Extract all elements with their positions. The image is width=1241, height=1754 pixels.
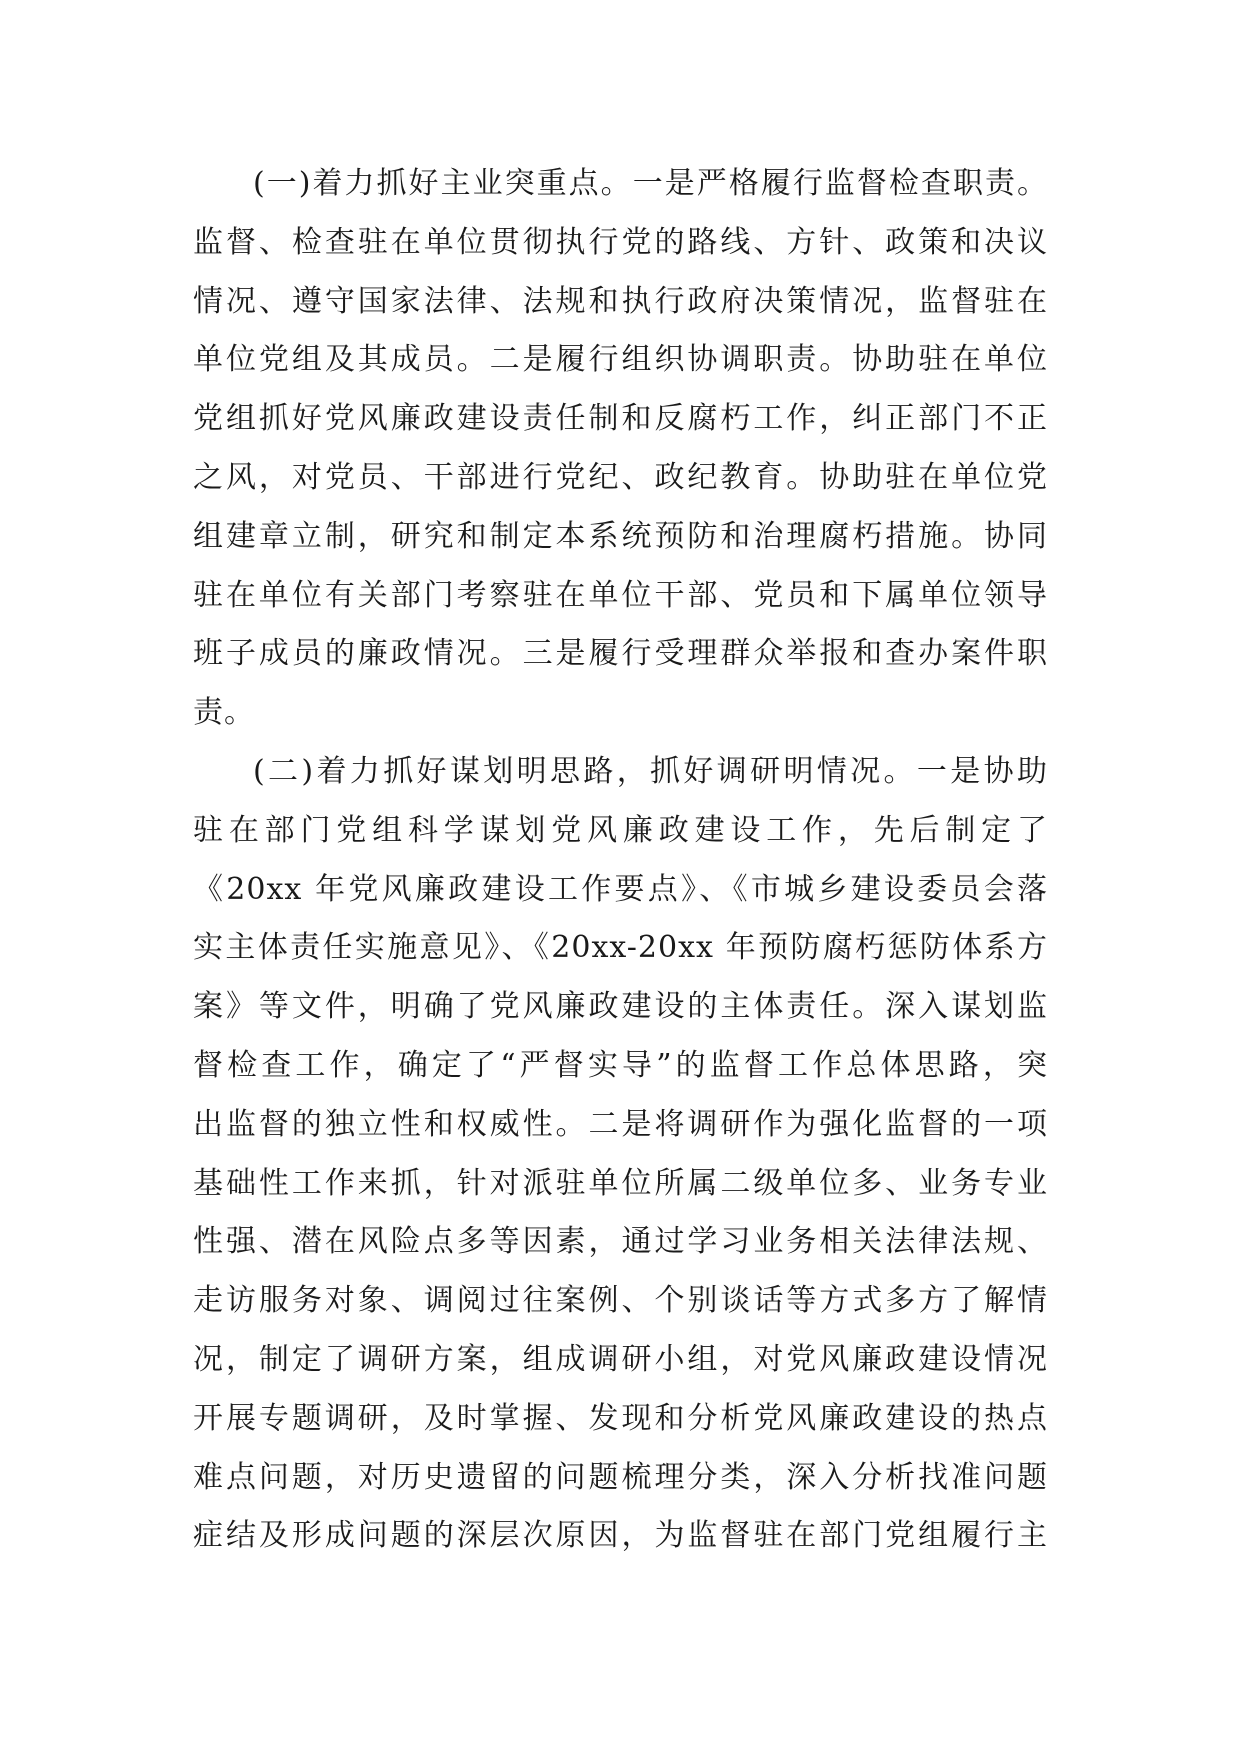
paragraph-line: 情况、遵守国家法律、法规和执行政府决策情况，监督驻在 (193, 283, 1048, 319)
paragraph-line: 基础性工作来抓，针对派驻单位所属二级单位多、业务专业 (193, 1165, 1048, 1201)
paragraph-line: 《20xx 年党风廉政建设工作要点》、《市城乡建设委员会落 (193, 871, 1048, 907)
paragraph-line: 走访服务对象、调阅过往案例、个别谈话等方式多方了解情 (193, 1283, 1048, 1319)
paragraph-line: 督检查工作，确定了“严督实导”的监督工作总体思路，突 (193, 1047, 1048, 1083)
paragraph-line: 责。 (193, 695, 255, 731)
paragraph-line: 性强、潜在风险点多等因素，通过学习业务相关法律法规、 (193, 1224, 1048, 1260)
document-body (193, 155, 1048, 1566)
paragraph-line: 驻在单位有关部门考察驻在单位干部、党员和下属单位领导 (193, 577, 1048, 613)
paragraph-line: 况，制定了调研方案，组成调研小组，对党风廉政建设情况 (193, 1341, 1048, 1377)
paragraph-line: 之风，对党员、干部进行党纪、政纪教育。协助驻在单位党 (193, 459, 1048, 495)
paragraph-line: (二)着力抓好谋划明思路，抓好调研明情况。一是协助 (253, 753, 1048, 789)
paragraph-line: (一)着力抓好主业突重点。一是严格履行监督检查职责。 (253, 166, 1048, 201)
paragraph-1 (193, 155, 1048, 743)
paragraph-line: 症结及形成问题的深层次原因，为监督驻在部门党组履行主 (193, 1518, 1048, 1554)
paragraph-line: 单位党组及其成员。二是履行组织协调职责。协助驻在单位 (193, 342, 1048, 378)
paragraph-2 (193, 743, 1048, 1566)
paragraph-line: 组建章立制，研究和制定本系统预防和治理腐朽措施。协同 (193, 518, 1048, 554)
paragraph-line: 实主体责任实施意见》、《20xx-20xx 年预防腐朽惩防体系方 (193, 930, 1048, 966)
paragraph-line: 监督、检查驻在单位贯彻执行党的路线、方针、政策和决议 (193, 224, 1048, 260)
paragraph-line: 党组抓好党风廉政建设责任制和反腐朽工作，纠正部门不正 (193, 401, 1048, 437)
paragraph-line: 驻在部门党组科学谋划党风廉政建设工作，先后制定了 (193, 812, 1048, 848)
paragraph-line: 难点问题，对历史遗留的问题梳理分类，深入分析找准问题 (193, 1459, 1048, 1495)
paragraph-line: 案》等文件，明确了党风廉政建设的主体责任。深入谋划监 (193, 989, 1048, 1025)
paragraph-line: 开展专题调研，及时掌握、发现和分析党风廉政建设的热点 (193, 1400, 1048, 1436)
paragraph-line: 班子成员的廉政情况。三是履行受理群众举报和查办案件职 (193, 636, 1048, 672)
paragraph-line: 出监督的独立性和权威性。二是将调研作为强化监督的一项 (193, 1106, 1048, 1142)
